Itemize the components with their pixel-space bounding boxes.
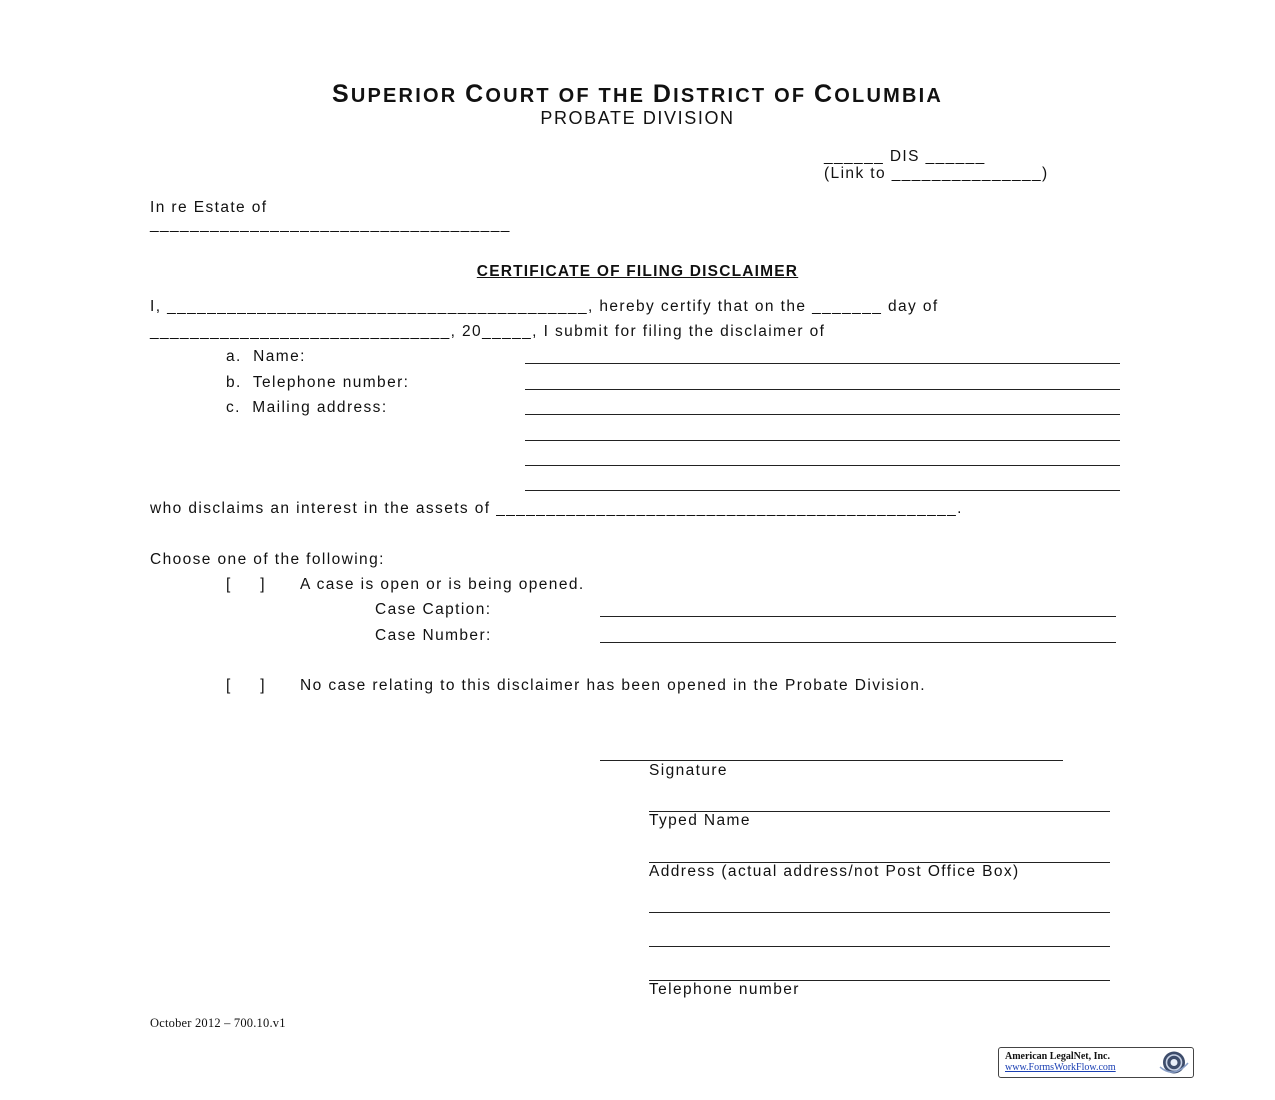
name-field[interactable] — [525, 363, 1120, 364]
mailing-address-field-2[interactable] — [525, 440, 1120, 441]
address-field-3[interactable] — [649, 946, 1110, 947]
estate-name-field[interactable]: ____________________________________ — [150, 216, 511, 233]
estate-label: In re Estate of — [150, 199, 268, 216]
typed-name-label: Typed Name — [649, 812, 751, 829]
signature-label: Signature — [649, 762, 728, 779]
mailing-address-field-4[interactable] — [525, 490, 1120, 491]
dis-number-field[interactable]: ______ DIS ______ — [824, 148, 986, 165]
telephone-label: b. Telephone number: — [226, 374, 410, 391]
case-number-label: Case Number: — [375, 627, 492, 644]
address-label: Address (actual address/not Post Office Box) — [649, 863, 1020, 880]
logo-company-name: American LegalNet, Inc. — [1005, 1051, 1110, 1062]
case-open-text: A case is open or is being opened. — [300, 576, 585, 593]
case-caption-field[interactable] — [600, 616, 1116, 617]
form-title: CERTIFICATE OF FILING DISCLAIMER — [476, 263, 799, 280]
case-caption-label: Case Caption: — [375, 601, 492, 618]
case-number-field[interactable] — [600, 642, 1116, 643]
address-field-2[interactable] — [649, 912, 1110, 913]
division-title: PROBATE DIVISION — [540, 108, 735, 128]
certify-line-1: I, __________________________________________, hereby certify that on the _______ day of — [150, 298, 939, 315]
mailing-address-label: c. Mailing address: — [226, 399, 388, 416]
no-case-checkbox[interactable]: [ ] — [226, 677, 266, 694]
mailing-address-field-3[interactable] — [525, 465, 1120, 466]
certify-line-2: ______________________________, 20_____, I submit for filing the disclaimer of — [150, 323, 826, 340]
choose-prompt: Choose one of the following: — [150, 551, 385, 568]
signature-field[interactable] — [600, 760, 1063, 761]
no-case-text: No case relating to this disclaimer has been opened in the Probate Division. — [300, 677, 926, 694]
logo-url-link[interactable]: www.FormsWorkFlow.com — [1005, 1062, 1116, 1073]
legalnet-logo[interactable] — [998, 1047, 1194, 1078]
telephone-field[interactable] — [525, 389, 1120, 390]
mailing-address-field-1[interactable] — [525, 414, 1120, 415]
link-to-field[interactable]: (Link to _______________) — [824, 165, 1049, 182]
telephone-signature-label: Telephone number — [649, 981, 800, 998]
globe-icon — [1156, 1049, 1190, 1076]
case-open-checkbox[interactable]: [ ] — [226, 576, 266, 593]
form-code: October 2012 – 700.10.v1 — [150, 1016, 286, 1030]
name-label: a. Name: — [226, 348, 306, 365]
court-title: SUPERIOR COURT OF THE DISTRICT OF COLUMBIA — [331, 80, 944, 108]
disclaims-line: who disclaims an interest in the assets of ______________________________________________. — [150, 500, 963, 517]
